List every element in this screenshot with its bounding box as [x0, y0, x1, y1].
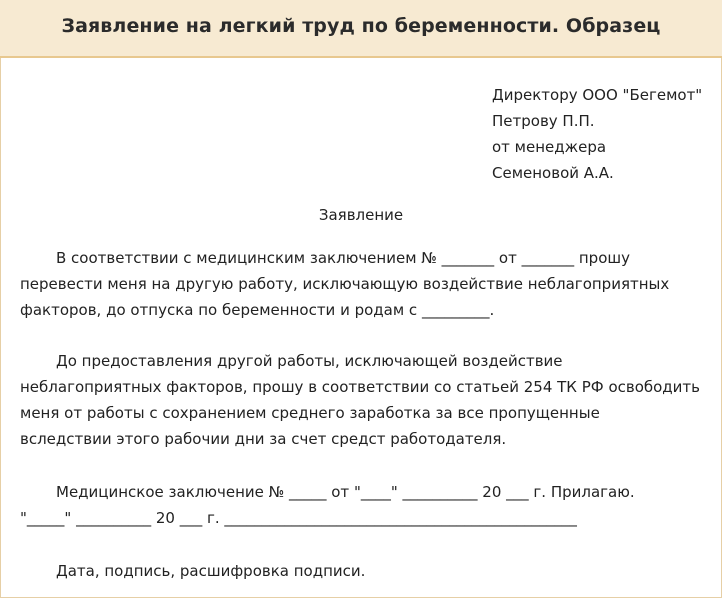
- paragraph-exemption: [20, 351, 710, 455]
- paragraph-request: [20, 248, 710, 326]
- paragraph-line: Медицинское заключение № _____ от "____" __________ 20 ___ г. Прилагаю.: [56, 483, 635, 501]
- paragraph-attachment: [20, 482, 710, 534]
- paragraph-line: До предоставления другой работы, исключающей воздействие: [56, 352, 563, 370]
- paragraph-line: меня от работы с сохранением среднего заработка за все пропущенные: [20, 404, 600, 422]
- paragraph-line: вследствии этого рабочии дни за счет средст работодателя.: [20, 430, 507, 448]
- paragraph-line: "_____" __________ 20 ___ г. _______________________________________________: [20, 509, 577, 527]
- addressee-line: Семеновой А.А.: [492, 164, 614, 182]
- addressee-line: от менеджера: [492, 138, 607, 156]
- addressee-line: Директору ООО "Бегемот": [492, 86, 703, 104]
- paragraph-line: неблагоприятных факторов, прошу в соответствии со статьей 254 ТК РФ освободить: [20, 378, 701, 396]
- paragraph-line: В соответствии с медицинским заключением № _______ от _______ прошу: [56, 249, 630, 267]
- paragraph-line: перевести меня на другую работу, исключающую воздействие неблагоприятных: [20, 275, 670, 293]
- document-title: Заявление: [318, 206, 404, 224]
- paragraph-line: Дата, подпись, расшифровка подписи.: [56, 562, 366, 580]
- page-header: [0, 0, 722, 58]
- page-title: Заявление на легкий труд по беременности. Образец: [61, 15, 661, 37]
- paragraph-line: факторов, до отпуска по беременности и родам с _________.: [20, 301, 495, 319]
- addressee-line: Петрову П.П.: [492, 112, 595, 130]
- addressee-block: [492, 85, 702, 189]
- paragraph-signature: [20, 561, 710, 587]
